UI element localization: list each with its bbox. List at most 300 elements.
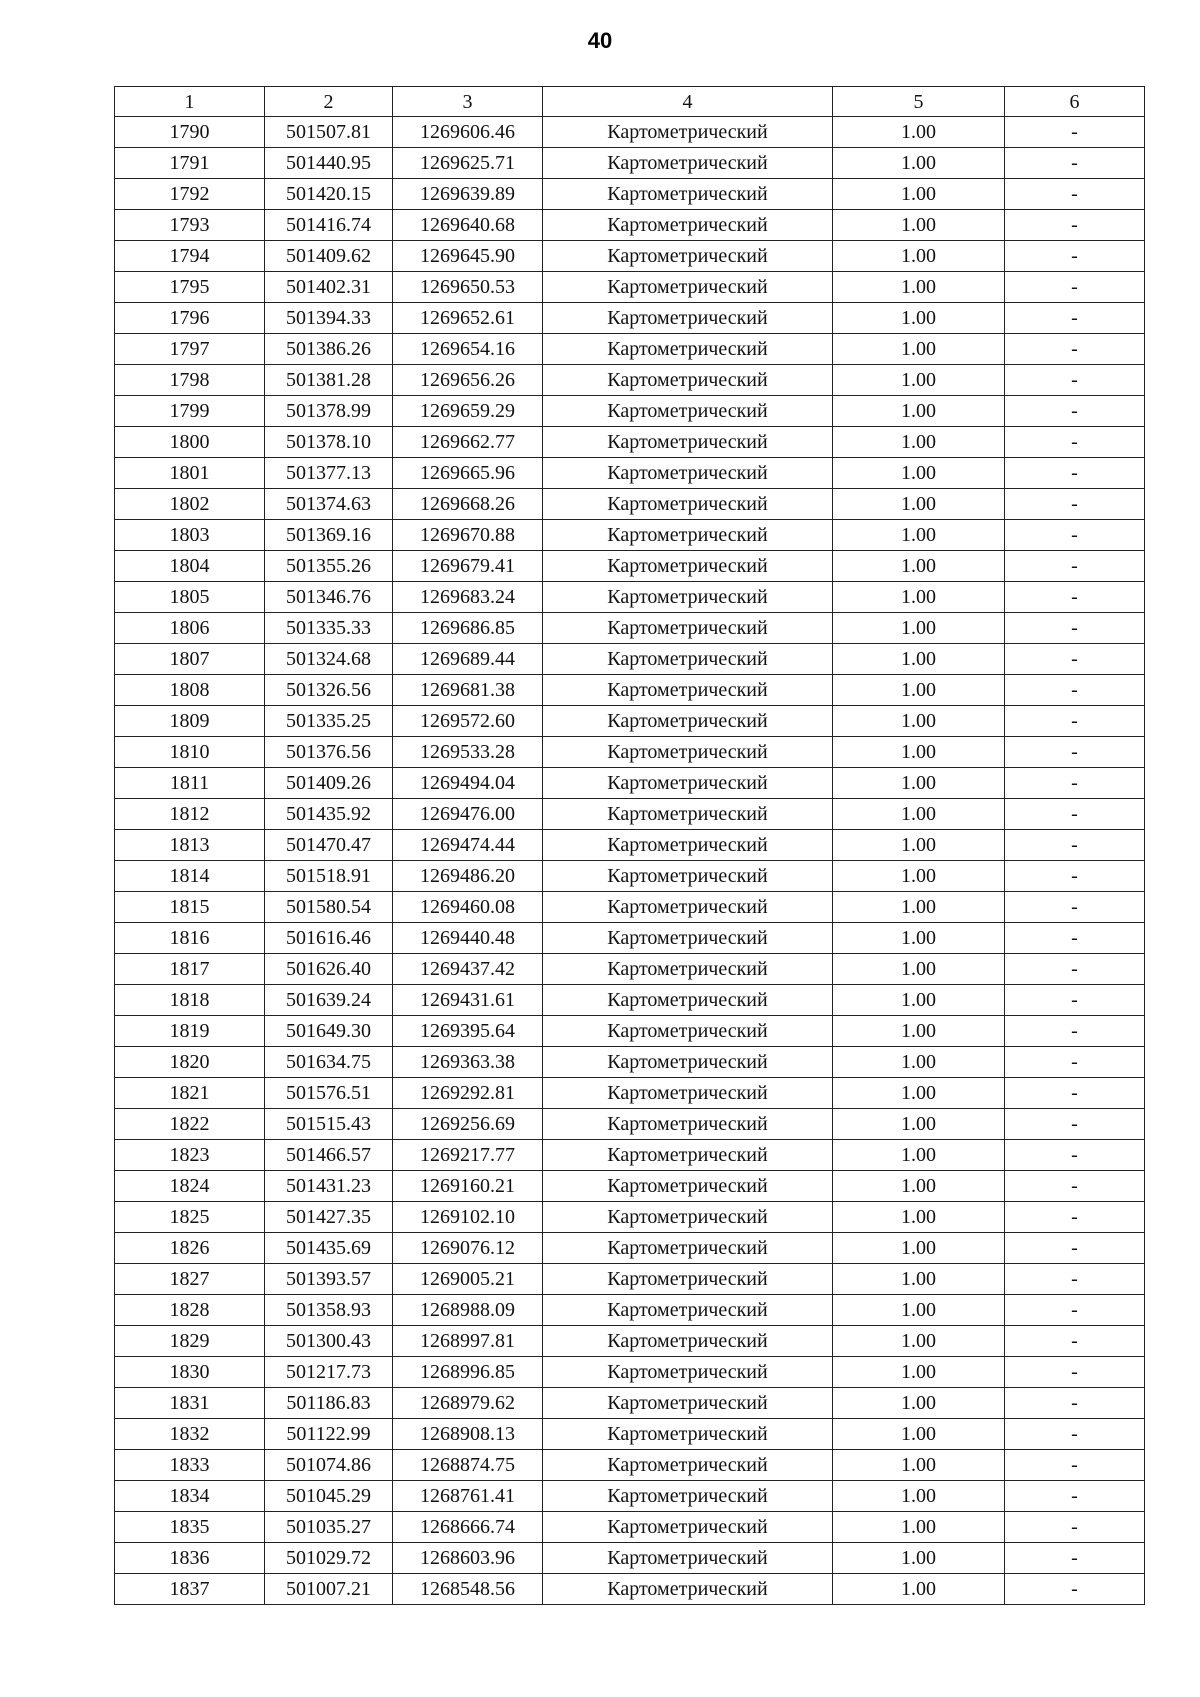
cell-point-number: 1829: [115, 1326, 265, 1357]
table-row: [115, 644, 1145, 675]
cell-description: -: [1005, 954, 1145, 985]
cell-point-number: 1812: [115, 799, 265, 830]
cell-point-number: 1825: [115, 1202, 265, 1233]
cell-accuracy: 1.00: [833, 427, 1005, 458]
cell-point-number: 1833: [115, 1450, 265, 1481]
table-row: [115, 954, 1145, 985]
cell-x-coordinate: 501440.95: [265, 148, 393, 179]
table-row: [115, 1512, 1145, 1543]
cell-description: -: [1005, 1140, 1145, 1171]
cell-method: Картометрический: [543, 1450, 833, 1481]
cell-point-number: 1795: [115, 272, 265, 303]
cell-description: -: [1005, 520, 1145, 551]
cell-accuracy: 1.00: [833, 1543, 1005, 1574]
cell-method: Картометрический: [543, 1171, 833, 1202]
cell-accuracy: 1.00: [833, 954, 1005, 985]
cell-description: -: [1005, 768, 1145, 799]
table-header: [115, 87, 1145, 117]
cell-accuracy: 1.00: [833, 520, 1005, 551]
cell-point-number: 1813: [115, 830, 265, 861]
cell-y-coordinate: 1269486.20: [393, 861, 543, 892]
cell-y-coordinate: 1269572.60: [393, 706, 543, 737]
cell-y-coordinate: 1269160.21: [393, 1171, 543, 1202]
page-number: 40: [587, 28, 613, 53]
cell-accuracy: 1.00: [833, 148, 1005, 179]
cell-accuracy: 1.00: [833, 1326, 1005, 1357]
cell-method: Картометрический: [543, 830, 833, 861]
cell-method: Картометрический: [543, 1512, 833, 1543]
cell-y-coordinate: 1269363.38: [393, 1047, 543, 1078]
cell-x-coordinate: 501470.47: [265, 830, 393, 861]
cell-point-number: 1803: [115, 520, 265, 551]
cell-method: Картометрический: [543, 985, 833, 1016]
cell-x-coordinate: 501381.28: [265, 365, 393, 396]
cell-method: Картометрический: [543, 458, 833, 489]
cell-accuracy: 1.00: [833, 1357, 1005, 1388]
cell-point-number: 1808: [115, 675, 265, 706]
cell-accuracy: 1.00: [833, 489, 1005, 520]
cell-y-coordinate: 1268908.13: [393, 1419, 543, 1450]
cell-point-number: 1819: [115, 1016, 265, 1047]
cell-method: Картометрический: [543, 613, 833, 644]
cell-point-number: 1806: [115, 613, 265, 644]
table-row: [115, 1388, 1145, 1419]
cell-x-coordinate: 501035.27: [265, 1512, 393, 1543]
cell-method: Картометрический: [543, 1357, 833, 1388]
cell-y-coordinate: 1269686.85: [393, 613, 543, 644]
cell-accuracy: 1.00: [833, 1047, 1005, 1078]
cell-y-coordinate: 1269625.71: [393, 148, 543, 179]
table-row: [115, 334, 1145, 365]
table-row: [115, 861, 1145, 892]
cell-method: Картометрический: [543, 768, 833, 799]
cell-method: Картометрический: [543, 303, 833, 334]
cell-method: Картометрический: [543, 1481, 833, 1512]
header-cell-point: 1: [115, 87, 265, 117]
cell-description: -: [1005, 1016, 1145, 1047]
cell-y-coordinate: 1268996.85: [393, 1357, 543, 1388]
cell-accuracy: 1.00: [833, 892, 1005, 923]
cell-point-number: 1791: [115, 148, 265, 179]
cell-method: Картометрический: [543, 737, 833, 768]
cell-description: -: [1005, 861, 1145, 892]
cell-method: Картометрический: [543, 489, 833, 520]
cell-x-coordinate: 501335.33: [265, 613, 393, 644]
cell-y-coordinate: 1269681.38: [393, 675, 543, 706]
cell-description: -: [1005, 210, 1145, 241]
cell-description: -: [1005, 334, 1145, 365]
table-row: [115, 923, 1145, 954]
cell-y-coordinate: 1269640.68: [393, 210, 543, 241]
cell-point-number: 1830: [115, 1357, 265, 1388]
table-row: [115, 706, 1145, 737]
cell-accuracy: 1.00: [833, 923, 1005, 954]
cell-description: -: [1005, 644, 1145, 675]
cell-x-coordinate: 501346.76: [265, 582, 393, 613]
cell-description: -: [1005, 1574, 1145, 1605]
cell-method: Картометрический: [543, 365, 833, 396]
cell-description: -: [1005, 1109, 1145, 1140]
cell-description: -: [1005, 892, 1145, 923]
table-row: [115, 551, 1145, 582]
cell-point-number: 1836: [115, 1543, 265, 1574]
cell-method: Картометрический: [543, 1233, 833, 1264]
cell-accuracy: 1.00: [833, 1202, 1005, 1233]
cell-description: -: [1005, 179, 1145, 210]
cell-point-number: 1826: [115, 1233, 265, 1264]
cell-accuracy: 1.00: [833, 365, 1005, 396]
cell-method: Картометрический: [543, 427, 833, 458]
table-row: [115, 613, 1145, 644]
table-row: [115, 489, 1145, 520]
cell-y-coordinate: 1269652.61: [393, 303, 543, 334]
cell-description: -: [1005, 551, 1145, 582]
cell-description: -: [1005, 427, 1145, 458]
cell-point-number: 1798: [115, 365, 265, 396]
cell-description: -: [1005, 737, 1145, 768]
cell-x-coordinate: 501369.16: [265, 520, 393, 551]
cell-method: Картометрический: [543, 1574, 833, 1605]
cell-description: -: [1005, 1357, 1145, 1388]
cell-x-coordinate: 501515.43: [265, 1109, 393, 1140]
cell-x-coordinate: 501386.26: [265, 334, 393, 365]
cell-y-coordinate: 1268988.09: [393, 1295, 543, 1326]
cell-method: Картометрический: [543, 582, 833, 613]
header-cell-y: 3: [393, 87, 543, 117]
table-row: [115, 768, 1145, 799]
table-row: [115, 675, 1145, 706]
cell-description: -: [1005, 675, 1145, 706]
table-row: [115, 241, 1145, 272]
cell-y-coordinate: 1269670.88: [393, 520, 543, 551]
cell-point-number: 1807: [115, 644, 265, 675]
table-row: [115, 117, 1145, 148]
table-row: [115, 1078, 1145, 1109]
cell-x-coordinate: 501576.51: [265, 1078, 393, 1109]
cell-x-coordinate: 501029.72: [265, 1543, 393, 1574]
cell-point-number: 1815: [115, 892, 265, 923]
cell-y-coordinate: 1269645.90: [393, 241, 543, 272]
cell-point-number: 1802: [115, 489, 265, 520]
table-row: [115, 1543, 1145, 1574]
cell-accuracy: 1.00: [833, 1481, 1005, 1512]
cell-method: Картометрический: [543, 892, 833, 923]
table-row: [115, 303, 1145, 334]
cell-description: -: [1005, 799, 1145, 830]
cell-accuracy: 1.00: [833, 241, 1005, 272]
table-row: [115, 520, 1145, 551]
cell-y-coordinate: 1269292.81: [393, 1078, 543, 1109]
cell-method: Картометрический: [543, 396, 833, 427]
cell-method: Картометрический: [543, 1140, 833, 1171]
cell-x-coordinate: 501409.62: [265, 241, 393, 272]
cell-method: Картометрический: [543, 272, 833, 303]
cell-description: -: [1005, 1264, 1145, 1295]
table-row: [115, 1574, 1145, 1605]
cell-point-number: 1817: [115, 954, 265, 985]
cell-method: Картометрический: [543, 1109, 833, 1140]
header-row: [115, 87, 1145, 117]
cell-y-coordinate: 1269654.16: [393, 334, 543, 365]
cell-method: Картометрический: [543, 1016, 833, 1047]
cell-accuracy: 1.00: [833, 1264, 1005, 1295]
cell-y-coordinate: 1269679.41: [393, 551, 543, 582]
cell-description: -: [1005, 1171, 1145, 1202]
cell-x-coordinate: 501616.46: [265, 923, 393, 954]
cell-y-coordinate: 1269650.53: [393, 272, 543, 303]
table-row: [115, 582, 1145, 613]
cell-method: Картометрический: [543, 799, 833, 830]
cell-description: -: [1005, 830, 1145, 861]
cell-accuracy: 1.00: [833, 303, 1005, 334]
cell-y-coordinate: 1268979.62: [393, 1388, 543, 1419]
cell-description: -: [1005, 1047, 1145, 1078]
cell-description: -: [1005, 582, 1145, 613]
cell-y-coordinate: 1269076.12: [393, 1233, 543, 1264]
cell-accuracy: 1.00: [833, 1140, 1005, 1171]
cell-x-coordinate: 501634.75: [265, 1047, 393, 1078]
cell-accuracy: 1.00: [833, 582, 1005, 613]
cell-accuracy: 1.00: [833, 1016, 1005, 1047]
cell-y-coordinate: 1269606.46: [393, 117, 543, 148]
cell-description: -: [1005, 241, 1145, 272]
cell-point-number: 1799: [115, 396, 265, 427]
cell-method: Картометрический: [543, 179, 833, 210]
cell-method: Картометрический: [543, 923, 833, 954]
cell-point-number: 1810: [115, 737, 265, 768]
cell-x-coordinate: 501649.30: [265, 1016, 393, 1047]
cell-x-coordinate: 501435.69: [265, 1233, 393, 1264]
cell-x-coordinate: 501376.56: [265, 737, 393, 768]
cell-point-number: 1790: [115, 117, 265, 148]
cell-y-coordinate: 1269256.69: [393, 1109, 543, 1140]
cell-y-coordinate: 1269437.42: [393, 954, 543, 985]
cell-x-coordinate: 501466.57: [265, 1140, 393, 1171]
cell-point-number: 1837: [115, 1574, 265, 1605]
cell-method: Картометрический: [543, 334, 833, 365]
cell-method: Картометрический: [543, 1388, 833, 1419]
cell-description: -: [1005, 396, 1145, 427]
cell-description: -: [1005, 1295, 1145, 1326]
cell-point-number: 1809: [115, 706, 265, 737]
cell-x-coordinate: 501394.33: [265, 303, 393, 334]
cell-point-number: 1811: [115, 768, 265, 799]
table-row: [115, 1016, 1145, 1047]
cell-point-number: 1820: [115, 1047, 265, 1078]
cell-accuracy: 1.00: [833, 1450, 1005, 1481]
cell-accuracy: 1.00: [833, 768, 1005, 799]
cell-accuracy: 1.00: [833, 1512, 1005, 1543]
cell-accuracy: 1.00: [833, 861, 1005, 892]
cell-point-number: 1814: [115, 861, 265, 892]
cell-method: Картометрический: [543, 148, 833, 179]
cell-method: Картометрический: [543, 1326, 833, 1357]
cell-point-number: 1801: [115, 458, 265, 489]
cell-method: Картометрический: [543, 1078, 833, 1109]
cell-x-coordinate: 501217.73: [265, 1357, 393, 1388]
table-row: [115, 1140, 1145, 1171]
cell-accuracy: 1.00: [833, 1574, 1005, 1605]
cell-y-coordinate: 1269474.44: [393, 830, 543, 861]
table-row: [115, 148, 1145, 179]
cell-description: -: [1005, 613, 1145, 644]
cell-x-coordinate: 501300.43: [265, 1326, 393, 1357]
cell-x-coordinate: 501639.24: [265, 985, 393, 1016]
coordinates-table: [114, 86, 1145, 1605]
cell-point-number: 1797: [115, 334, 265, 365]
cell-description: -: [1005, 1419, 1145, 1450]
cell-y-coordinate: 1269395.64: [393, 1016, 543, 1047]
cell-method: Картометрический: [543, 520, 833, 551]
cell-x-coordinate: 501326.56: [265, 675, 393, 706]
cell-y-coordinate: 1269217.77: [393, 1140, 543, 1171]
cell-x-coordinate: 501007.21: [265, 1574, 393, 1605]
cell-description: -: [1005, 1326, 1145, 1357]
cell-x-coordinate: 501355.26: [265, 551, 393, 582]
cell-accuracy: 1.00: [833, 1295, 1005, 1326]
cell-method: Картометрический: [543, 241, 833, 272]
cell-y-coordinate: 1269659.29: [393, 396, 543, 427]
cell-method: Картометрический: [543, 551, 833, 582]
table-row: [115, 1450, 1145, 1481]
table-row: [115, 799, 1145, 830]
cell-description: -: [1005, 1481, 1145, 1512]
cell-accuracy: 1.00: [833, 799, 1005, 830]
cell-point-number: 1800: [115, 427, 265, 458]
cell-method: Картометрический: [543, 1202, 833, 1233]
table-row: [115, 985, 1145, 1016]
cell-y-coordinate: 1269102.10: [393, 1202, 543, 1233]
cell-method: Картометрический: [543, 1295, 833, 1326]
cell-method: Картометрический: [543, 644, 833, 675]
cell-y-coordinate: 1268997.81: [393, 1326, 543, 1357]
table-row: [115, 458, 1145, 489]
table-row: [115, 1047, 1145, 1078]
cell-x-coordinate: 501393.57: [265, 1264, 393, 1295]
cell-y-coordinate: 1268874.75: [393, 1450, 543, 1481]
cell-accuracy: 1.00: [833, 334, 1005, 365]
cell-accuracy: 1.00: [833, 1171, 1005, 1202]
cell-accuracy: 1.00: [833, 644, 1005, 675]
table-row: [115, 272, 1145, 303]
cell-x-coordinate: 501378.99: [265, 396, 393, 427]
table-row: [115, 1233, 1145, 1264]
cell-accuracy: 1.00: [833, 272, 1005, 303]
cell-x-coordinate: 501074.86: [265, 1450, 393, 1481]
table-row: [115, 427, 1145, 458]
table-row: [115, 1295, 1145, 1326]
cell-y-coordinate: 1268548.56: [393, 1574, 543, 1605]
table-row: [115, 1264, 1145, 1295]
cell-y-coordinate: 1269668.26: [393, 489, 543, 520]
cell-accuracy: 1.00: [833, 675, 1005, 706]
cell-y-coordinate: 1269460.08: [393, 892, 543, 923]
cell-accuracy: 1.00: [833, 1233, 1005, 1264]
table-row: [115, 1419, 1145, 1450]
cell-x-coordinate: 501416.74: [265, 210, 393, 241]
cell-method: Картометрический: [543, 1419, 833, 1450]
cell-accuracy: 1.00: [833, 551, 1005, 582]
cell-x-coordinate: 501518.91: [265, 861, 393, 892]
cell-y-coordinate: 1269656.26: [393, 365, 543, 396]
cell-point-number: 1816: [115, 923, 265, 954]
cell-x-coordinate: 501427.35: [265, 1202, 393, 1233]
table-row: [115, 396, 1145, 427]
cell-point-number: 1823: [115, 1140, 265, 1171]
cell-y-coordinate: 1269005.21: [393, 1264, 543, 1295]
cell-point-number: 1804: [115, 551, 265, 582]
cell-x-coordinate: 501431.23: [265, 1171, 393, 1202]
cell-y-coordinate: 1269440.48: [393, 923, 543, 954]
cell-y-coordinate: 1269665.96: [393, 458, 543, 489]
cell-description: -: [1005, 148, 1145, 179]
cell-point-number: 1827: [115, 1264, 265, 1295]
cell-description: -: [1005, 458, 1145, 489]
cell-x-coordinate: 501507.81: [265, 117, 393, 148]
cell-accuracy: 1.00: [833, 706, 1005, 737]
cell-description: -: [1005, 1543, 1145, 1574]
cell-method: Картометрический: [543, 117, 833, 148]
cell-y-coordinate: 1269533.28: [393, 737, 543, 768]
table-row: [115, 1171, 1145, 1202]
table-row: [115, 1481, 1145, 1512]
cell-point-number: 1805: [115, 582, 265, 613]
cell-point-number: 1832: [115, 1419, 265, 1450]
cell-point-number: 1792: [115, 179, 265, 210]
cell-point-number: 1793: [115, 210, 265, 241]
cell-y-coordinate: 1269689.44: [393, 644, 543, 675]
table-row: [115, 1326, 1145, 1357]
cell-x-coordinate: 501374.63: [265, 489, 393, 520]
cell-accuracy: 1.00: [833, 396, 1005, 427]
table-row: [115, 1202, 1145, 1233]
cell-description: -: [1005, 1388, 1145, 1419]
cell-x-coordinate: 501626.40: [265, 954, 393, 985]
cell-description: -: [1005, 923, 1145, 954]
cell-y-coordinate: 1269431.61: [393, 985, 543, 1016]
cell-accuracy: 1.00: [833, 737, 1005, 768]
cell-y-coordinate: 1269683.24: [393, 582, 543, 613]
cell-description: -: [1005, 1512, 1145, 1543]
cell-x-coordinate: 501045.29: [265, 1481, 393, 1512]
table-row: [115, 179, 1145, 210]
cell-y-coordinate: 1269639.89: [393, 179, 543, 210]
cell-method: Картометрический: [543, 210, 833, 241]
cell-method: Картометрический: [543, 954, 833, 985]
cell-point-number: 1834: [115, 1481, 265, 1512]
cell-method: Картометрический: [543, 1047, 833, 1078]
table-row: [115, 892, 1145, 923]
cell-point-number: 1822: [115, 1109, 265, 1140]
cell-accuracy: 1.00: [833, 1419, 1005, 1450]
cell-description: -: [1005, 1233, 1145, 1264]
cell-method: Картометрический: [543, 861, 833, 892]
cell-accuracy: 1.00: [833, 1388, 1005, 1419]
cell-point-number: 1824: [115, 1171, 265, 1202]
cell-description: -: [1005, 365, 1145, 396]
cell-accuracy: 1.00: [833, 1078, 1005, 1109]
table-row: [115, 830, 1145, 861]
table-body: [115, 117, 1145, 1605]
header-cell-method: 4: [543, 87, 833, 117]
cell-x-coordinate: 501420.15: [265, 179, 393, 210]
cell-description: -: [1005, 985, 1145, 1016]
cell-x-coordinate: 501186.83: [265, 1388, 393, 1419]
cell-y-coordinate: 1268603.96: [393, 1543, 543, 1574]
cell-x-coordinate: 501358.93: [265, 1295, 393, 1326]
cell-y-coordinate: 1269662.77: [393, 427, 543, 458]
cell-accuracy: 1.00: [833, 210, 1005, 241]
